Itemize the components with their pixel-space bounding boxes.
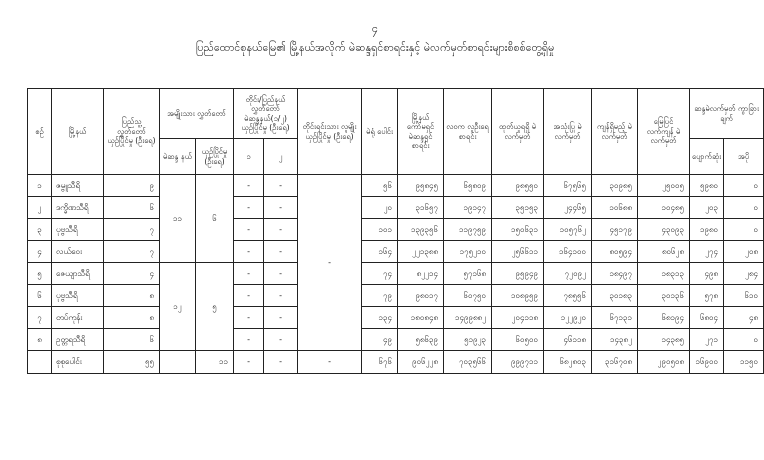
row-stations: ၁၃၄ (362, 307, 398, 329)
row-region-1: - (234, 285, 264, 307)
row-voters: ၁၈၀၈၄၈ (398, 307, 444, 329)
row-excess: ၀ (724, 219, 764, 241)
row-printed: ၆၅၈၀၉ (444, 175, 492, 197)
row-region-1: - (234, 197, 264, 219)
row-issued: ၉၈၅၅၀ (492, 175, 544, 197)
row-lost: ၄၉၈ (690, 263, 724, 285)
row-no: ၂ (28, 197, 52, 219)
total-excess: ၁၁၅၀ (724, 351, 764, 374)
header-excess: အပို (724, 139, 764, 175)
header-lost: ပျောက်ဆုံး (690, 139, 724, 175)
amyotha-cand-group-2: ၅ (196, 263, 234, 351)
row-remaining: ၃၀၁၈၃ (592, 285, 638, 307)
row-lost: ၅၇၈ (690, 285, 724, 307)
header-used: အသုံးပြု မဲလက်မှတ် (544, 89, 592, 175)
row-issued: ၆၀၅၀၀ (492, 329, 544, 351)
header-returned: မြေပြင် လက်ကျန် မဲလက်မှတ် (638, 89, 690, 175)
row-printed: ၁၇၅၂၁၀ (444, 241, 492, 263)
row-used: ၇၈၅၅၆ (544, 285, 592, 307)
row-lost: ၂၇၄ (690, 241, 724, 263)
row-used: ၁၀၅၇၆၂ (544, 219, 592, 241)
row-excess: ၀ (724, 329, 764, 351)
row-township: ပုဗ္ဗသီရိ (52, 219, 104, 241)
row-lost: ၆၈၀၄ (690, 307, 724, 329)
row-region-2: - (264, 197, 298, 219)
row-excess: ၀ (724, 197, 764, 219)
row-printed: ၁၁၉၇၅၉ (444, 219, 492, 241)
header-township: မြို့နယ် (52, 89, 104, 175)
row-returned: ၆၈၁၉၄ (638, 307, 690, 329)
row-issued: ၂၅၆၆၁၁ (492, 241, 544, 263)
table-row (28, 219, 764, 241)
row-region-2: - (264, 329, 298, 351)
amyotha-cand-group-1: ၆ (196, 175, 234, 263)
row-remaining: ၄၅၁၇၉ (592, 219, 638, 241)
table-row (28, 175, 764, 197)
row-used: ၂၄၄၆၅ (544, 197, 592, 219)
row-voters: ၅၈၆၃၉ (398, 329, 444, 351)
row-remaining: ၁၀၆၈၈ (592, 197, 638, 219)
total-region-2: - (264, 351, 298, 374)
row-township: တပ်ကုန်း (52, 307, 104, 329)
row-remaining: ၆၇၁၃၁ (592, 307, 638, 329)
total-pyithu: ၅၅ (104, 351, 160, 374)
row-region-1: - (234, 307, 264, 329)
row-returned: ၁၄၃၈၅ (638, 329, 690, 351)
amyotha-const-group-1: ၁၁ (160, 175, 196, 263)
row-region-2: - (264, 307, 298, 329)
total-stations: ၆၇၆ (362, 351, 398, 374)
header-remaining: ကျန်ရှိမည့် မဲလက်မှတ် (592, 89, 638, 175)
header-ethnic: တိုင်းရင်းသား လူမျိုး ယှဉ်ပြိုင်မှု (ဦးရေ) (298, 89, 362, 175)
page-title: ပြည်ထောင်စုနယ်မြေ၏ မြို့နယ်အလိုက် မဲဆန္ဒရှင်စာရင်းနှင့် မဲလက်မှတ်စာရင်းများစိစစ်တွေ့ရှိမှု (195, 42, 555, 54)
total-no (28, 351, 52, 374)
row-issued: ၉၅၉၄၉ (492, 263, 544, 285)
header-amyotha-cand: ယှဉ်ပြိုင်မှု (ဦးရေ) (196, 139, 234, 175)
row-no: ၄ (28, 241, 52, 263)
row-region-1: - (234, 263, 264, 285)
row-region-2: - (264, 285, 298, 307)
row-printed: ၁၉၁၄၇ (444, 197, 492, 219)
header-region-2: ၂ (264, 139, 298, 175)
row-excess: ၂၈၄ (724, 263, 764, 285)
header-amyotha: အမျိုးသား လွှတ်တော် (160, 89, 234, 139)
row-printed: ၆၀၇၅၀ (444, 285, 492, 307)
row-returned: ၁၈၃၁၃ (638, 263, 690, 285)
row-used: ၁၆၄၁၀၀ (544, 241, 592, 263)
header-no: စဉ် (28, 89, 52, 175)
header-stations: မဲရုံ ပေါင်း (362, 89, 398, 175)
header-issued: ထုတ်ယူရရှိ မဲလက်မှတ် (492, 89, 544, 175)
row-voters: ၃၁၆၅၇ (398, 197, 444, 219)
row-voters: ၉၈၀၁၇ (398, 285, 444, 307)
row-pyithu: ၆ (104, 329, 160, 351)
row-printed: ၅၁၉၂၃ (444, 329, 492, 351)
total-used: ၆၈၂၈၀၃ (544, 351, 592, 374)
total-label: စုစုပေါင်း (52, 351, 104, 374)
table-row (28, 329, 764, 351)
total-region-1: - (234, 351, 264, 374)
table-row (28, 197, 764, 219)
total-voters: ၉၀၆၂၂၈ (398, 351, 444, 374)
total-amyotha-const (160, 351, 196, 374)
row-stations: ၁၀၁ (362, 219, 398, 241)
row-issued: ၃၅၁၅၃ (492, 197, 544, 219)
row-region-2: - (264, 219, 298, 241)
total-lost: ၁၆၉၀၀ (690, 351, 724, 374)
row-remaining: ၃၀၉၈၅ (592, 175, 638, 197)
row-no: ၈ (28, 329, 52, 351)
row-remaining: ၈၀၅၉၄ (592, 241, 638, 263)
row-returned: ၁၀၄၈၅ (638, 197, 690, 219)
row-no: ၆ (28, 285, 52, 307)
row-region-1: - (234, 175, 264, 197)
header-printed: လဝက လူဦးရေ စာရင်း (444, 89, 492, 175)
total-ethnic: - (298, 351, 362, 374)
row-stations: ၄၉ (362, 329, 398, 351)
row-issued: ၂၀၄၁၁၈ (492, 307, 544, 329)
row-returned: ၃၀၁၃၆ (638, 285, 690, 307)
row-excess: ၂၀၈ (724, 241, 764, 263)
row-issued: ၁၀၈၉၅၉ (492, 285, 544, 307)
total-issued: ၉၉၉၇၁၁ (492, 351, 544, 374)
row-pyithu: ၉ (104, 175, 160, 197)
row-no: ၇ (28, 307, 52, 329)
row-township: ဇမ္ဗူသီရိ (52, 175, 104, 197)
row-used: ၆၇၅၆၅ (544, 175, 592, 197)
total-returned: ၂၉၀၅၀၈ (638, 351, 690, 374)
row-region-1: - (234, 241, 264, 263)
table-row (28, 263, 764, 285)
row-region-2: - (264, 175, 298, 197)
row-stations: ၇၄ (362, 263, 398, 285)
row-township: ဥတ္တရသီရိ (52, 329, 104, 351)
header-amyotha-const: မဲဆန္ဒ နယ် (160, 139, 196, 175)
row-no: ၃ (28, 219, 52, 241)
header-pyithu: ပြည်သူ့ လွှတ်တော် ယှဉ်ပြိုင်မှု (ဦးရေ) (104, 89, 160, 175)
row-printed: ၁၄၉၉၈၈၂ (444, 307, 492, 329)
row-pyithu: ၆ (104, 197, 160, 219)
row-excess: ၆၁၀ (724, 285, 764, 307)
row-stations: ၁၆၄ (362, 241, 398, 263)
row-voters: ၉၅၈၄၅ (398, 175, 444, 197)
row-township: ပုဗ္ဗသီရိ (52, 285, 104, 307)
row-township: ဒက္ခိဏသီရိ (52, 197, 104, 219)
total-printed: ၇၀၃၅၆၆ (444, 351, 492, 374)
row-excess: ၀ (724, 175, 764, 197)
header-region: တိုင်း/ပြည်နယ် လွှတ်တော် မဲဆန္ဒနယ်(၁/၂) ယှဉ်ပြိုင်မှု (ဦးရေ) (234, 89, 298, 139)
row-pyithu: ၇ (104, 241, 160, 263)
row-returned: ၂၅၀၀၅ (638, 175, 690, 197)
row-voters: ၈၂၂၁၄ (398, 263, 444, 285)
page-number: ၄ (371, 22, 379, 35)
row-pyithu: ၈ (104, 285, 160, 307)
row-region-1: - (234, 329, 264, 351)
row-pyithu: ၈ (104, 307, 160, 329)
table-row (28, 241, 764, 263)
row-township: ဇေယျာသီရိ (52, 263, 104, 285)
row-lost: ၂၇၁ (690, 329, 724, 351)
row-region-2: - (264, 263, 298, 285)
row-region-1: - (234, 219, 264, 241)
row-voters: ၁၃၉၃၅၆ (398, 219, 444, 241)
row-township: လယ်ဝေး (52, 241, 104, 263)
total-row (28, 351, 764, 374)
row-remaining: ၁၈၄၉၇ (592, 263, 638, 285)
row-region-2: - (264, 241, 298, 263)
row-issued: ၁၅၀၆၃၁ (492, 219, 544, 241)
total-amyotha-cand: ၁၁ (196, 351, 234, 374)
row-printed: ၅၇၁၆၈ (444, 263, 492, 285)
row-used: ၇၂၀၉၂ (544, 263, 592, 285)
row-lost: ၁၉၈၀ (690, 219, 724, 241)
row-used: ၄၆၁၁၈ (544, 329, 592, 351)
results-table (27, 88, 764, 374)
row-pyithu: ၇ (104, 219, 160, 241)
row-no: ၁ (28, 175, 52, 197)
row-used: ၁၂၂၉၂၀ (544, 307, 592, 329)
row-remaining: ၁၄၃၈၂ (592, 329, 638, 351)
row-lost: ၅၉၈၀ (690, 175, 724, 197)
row-stations: ၂၀ (362, 197, 398, 219)
ethnic-value: - (298, 175, 362, 351)
row-stations: ၇၉ (362, 285, 398, 307)
header-diff: ဆန္ဒမဲလက်မှတ် ကွာခြားချက် (690, 89, 764, 139)
row-returned: ၄၃၀၉၃ (638, 219, 690, 241)
row-excess: ၄၈ (724, 307, 764, 329)
row-stations: ၅၆ (362, 175, 398, 197)
total-remaining: ၃၁၆၇၀၈ (592, 351, 638, 374)
row-lost: ၂၀၃ (690, 197, 724, 219)
row-voters: ၂၂၁၃၈၈ (398, 241, 444, 263)
header-voters: မြို့နယ် ကော်မရှင် မဲဆန္ဒရှင် စာရင်း (398, 89, 444, 175)
table-row (28, 285, 764, 307)
row-pyithu: ၄ (104, 263, 160, 285)
table-row (28, 307, 764, 329)
header-region-1: ၁ (234, 139, 264, 175)
row-no: ၅ (28, 263, 52, 285)
amyotha-const-group-2: ၁၂ (160, 263, 196, 351)
row-returned: ၈၀၆၂၈ (638, 241, 690, 263)
